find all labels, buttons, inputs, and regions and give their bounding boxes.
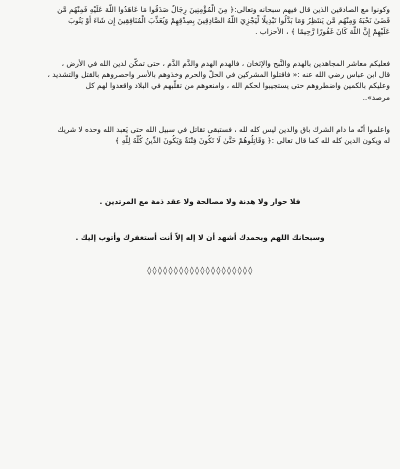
text-line: قَضَىٰ نَحْبَهُ وَمِنْهُم مَّن يَنتَظِرُ وَمَا بَدَّلُوا تَبْدِيلًا لِّيَجْزِيَ اللَّهُ الصَّادِقِينَ بِصِدْقِهِمْ وَيُعَذِّبَ الْمُنَافِقِينَ إِن شَاءَ أَوْ يَتُوبَ (68, 16, 390, 26)
paragraph-2 (10, 58, 390, 103)
text-line: واعلموا أنّه ما دام الشرك باق والدين ليس كله لله ، فستبقى تقاتل في سبيل الله حتى يَعبد الله وحده لا شريك (57, 125, 390, 134)
paragraph-1 (10, 4, 390, 38)
paragraph-3 (10, 124, 390, 146)
text-line: وكونوا مع الصادقين الذين قال فيهم سبحانه وتعالى:﴿ مِنَ الْمُؤْمِنِينَ رِجَالٌ صَدَقُوا مَا عَاهَدُوا اللَّهَ عَلَيْهِ فَمِنْهُم مَّن (57, 5, 390, 14)
text-line: مرصد».. (362, 92, 390, 102)
text-line: وعليكم بالكمين واضطروهم حتى يستجيبوا لحكم الله ، وامنعوهم من تقلّبهم في البلاد واقعدوا لهم كل (85, 81, 390, 91)
text-line: فلا حوار ولا هدنة ولا مصالحة ولا عقد ذمة مع المرتدين . (99, 197, 301, 206)
text-line: قال ابن عباس رضي الله عنه :« فاقتلوا المشركين في الحلّ والحرم وخذوهم بالأسر واحصروهم بالقتل والتشديد ، (47, 70, 390, 80)
text-line: عَلَيْهِمْ إِنَّ اللَّهَ كَانَ غَفُورًا رَّحِيمًا ﴾ ، الأحزاب . (255, 27, 390, 37)
text-line: فعليكم معاشر المجاهدين بالهدم والنَّبح والإثخان ، فالهدم الهدم والدَّم الدَّم ، حتى تمكّن لدين الله في الأرض ، (61, 59, 390, 68)
text-line: له ويكون الدين كله لله كما قال تعالى :﴿ وَقَاتِلُوهُمْ حَتَّىٰ لَا تَكُونَ فِتْنَةٌ وَيَكُونَ الدِّينُ كُلُّهُ لِلَّهِ ﴾ (115, 136, 390, 146)
paragraph-4 (40, 196, 360, 207)
text-line: وسبحانك اللهم وبحمدك أشهد أن لا إله إلاّ أنت أستغفرك وأتوب إليك . (75, 233, 325, 242)
decorative-separator: ◊◊◊◊◊◊◊◊◊◊◊◊◊◊◊◊◊◊◊◊ (146, 266, 254, 275)
paragraph-5 (40, 232, 360, 243)
